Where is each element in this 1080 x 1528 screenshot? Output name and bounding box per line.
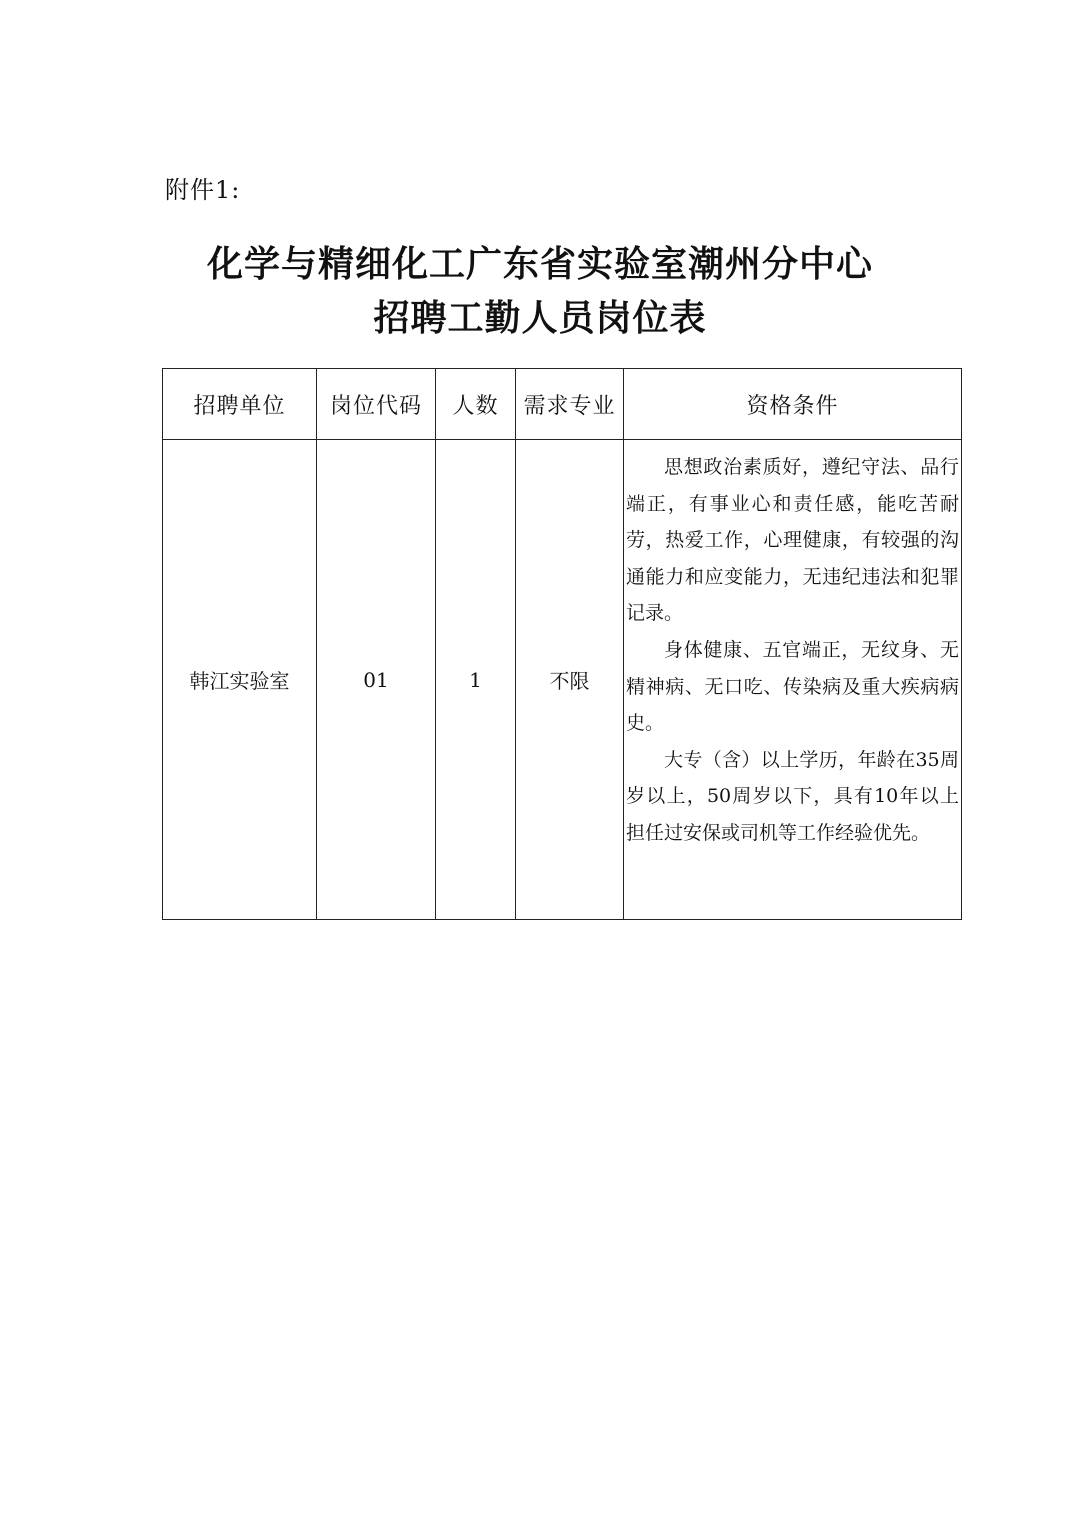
table-header-row [163,369,962,440]
requirement-paragraph: 身体健康、五官端正，无纹身、无精神病、无口吃、传染病及重大疾病病史。 [626,638,959,735]
requirement-paragraph: 大专（含）以上学历，年龄在35周岁以上，50周岁以下，具有10年以上担任过安保或司机等工作经验优先。 [626,748,959,844]
positions-table [162,368,962,920]
cell-unit: 韩江实验室 [163,440,317,920]
document-title-line2: 招聘工勤人员岗位表 [373,298,707,339]
header-requirements: 资格条件 [624,369,962,440]
table-row [163,440,962,920]
cell-code: 01 [317,440,436,920]
header-unit: 招聘单位 [163,369,317,440]
cell-requirements [624,440,962,920]
header-code: 岗位代码 [317,369,436,440]
header-major: 需求专业 [516,369,624,440]
attachment-label: 附件1: [165,176,241,204]
cell-major: 不限 [516,440,624,920]
cell-count: 1 [436,440,516,920]
document-title-line1: 化学与精细化工广东省实验室潮州分中心 [206,244,873,285]
requirement-paragraph: 思想政治素质好，遵纪守法、品行端正，有事业心和责任感，能吃苦耐劳，热爱工作，心理健康，有较强的沟通能力和应变能力，无违纪违法和犯罪记录。 [626,456,959,625]
header-count: 人数 [436,369,516,440]
